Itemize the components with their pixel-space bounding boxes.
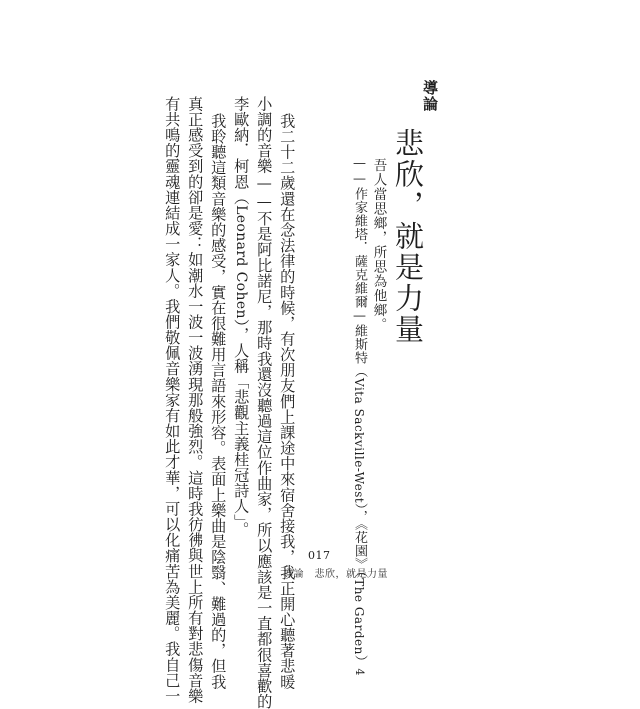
body-column-3-text-a: 李歐納．柯恩（ (232, 96, 251, 206)
epigraph-work-english: The Garden (352, 578, 366, 655)
body-column-3 (232, 96, 251, 538)
body-column-6: 有共鳴的靈魂連結成一家人。我們敬佩音樂家有如此才華，可以化痛苦為美麗。我自己一 (163, 96, 182, 704)
body-column-2: 小調的音樂——不是阿比諾尼，那時我還沒聽過這位作曲家，所以應該是一直都很喜歡的 (255, 96, 274, 709)
body-column-3-english-name: Leonard Cohen (233, 205, 250, 319)
epigraph-quote: 吾人當思鄉，所思為他鄉。 (370, 158, 387, 332)
body-column-1: 我二十二歲還在念法律的時候，有次朋友們上課途中來宿舍接我，我正開心聽著悲暖 (278, 113, 297, 690)
epigraph-attribution-mid: ），《花園》（ (352, 503, 367, 579)
page-number: 017 (308, 549, 331, 562)
footnote-marker: 4 (353, 668, 366, 676)
body-column-4: 我聆聽這類音樂的感受，實在很難用言語來形容。表面上樂曲是陰翳、難過的，但我 (209, 113, 228, 690)
epigraph-attribution-prefix: ——作家維塔．薩克維爾—維斯特（ (352, 156, 367, 378)
chapter-title: 悲欣，就是力量 (391, 128, 425, 345)
body-column-3-text-b: ），人稱「悲觀主義桂冠詩人」。 (232, 318, 251, 538)
epigraph-attribution (353, 156, 366, 676)
epigraph-author-english: Vita Sackville-West (352, 378, 366, 504)
section-label: 導論 (421, 80, 439, 112)
body-column-5: 真正感受到的卻是愛：如潮水一波一波湧現那般強烈。這時我彷彿與世上所有對悲傷音樂 (186, 96, 205, 704)
epigraph-attribution-end: ） (352, 654, 367, 669)
running-footer: 導論 悲欣，就是力量 (283, 569, 388, 580)
